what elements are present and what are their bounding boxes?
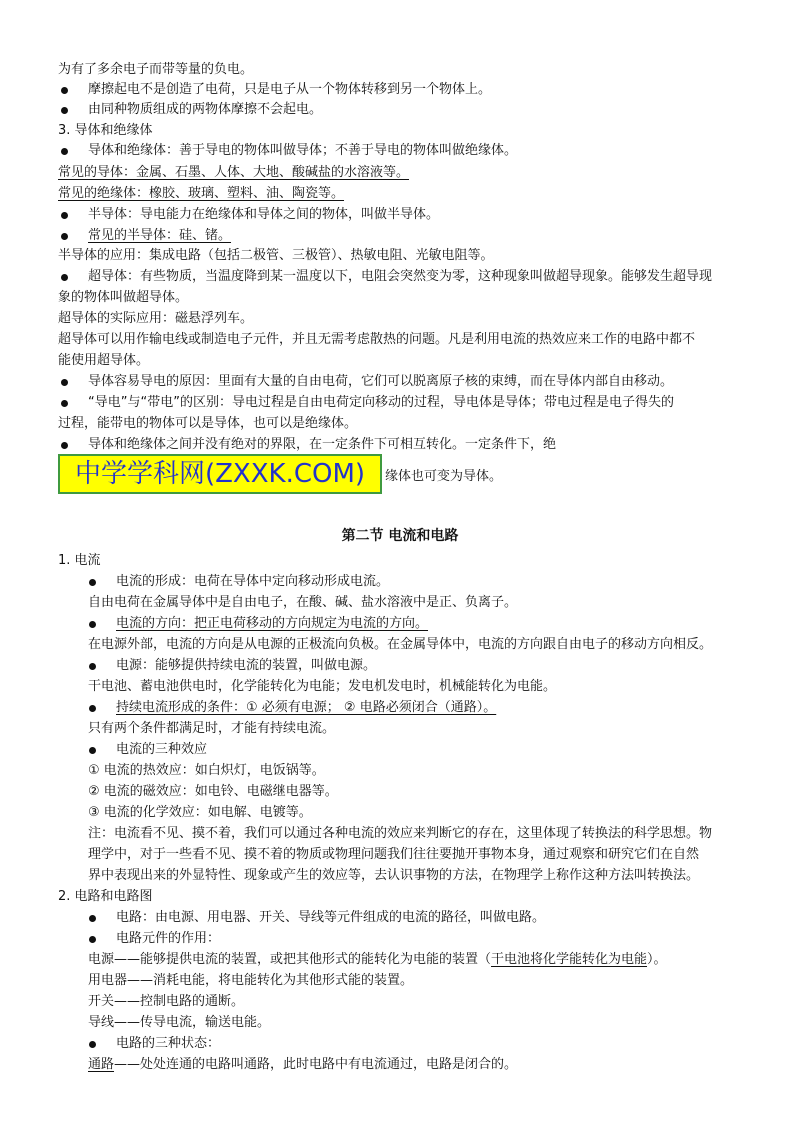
text-line: 干电池、蓄电池供电时，化学能转化为电能；发电机发电时，机械能转化为电能。	[88, 679, 557, 694]
text-line: 理学中，对于一些看不见、摸不着的物质或物理问题我们往往要抛开事物本身，通过观察和研究它们在自然	[88, 847, 700, 862]
text-line: 缘体也可变为导体。	[385, 469, 503, 484]
text-line: 注：电流看不见、摸不着，我们可以通过各种电流的效应来判断它的存在，这里体现了转换法的科学思想。物	[88, 826, 713, 841]
text-line: 常见的半导体：硅、锗。	[88, 228, 232, 243]
text-line: 只有两个条件都满足时，才能有持续电流。	[88, 721, 336, 736]
subheading: 3. 导体和绝缘体	[58, 123, 153, 138]
text-segment-underlined: 干电池将化学能转化为电能	[491, 952, 648, 967]
text-line: 超导体的实际应用：磁悬浮列车。	[58, 311, 254, 326]
section-title: 第二节 电流和电路	[341, 528, 459, 544]
text-line: ③ 电流的化学效应：如电解、电镀等。	[88, 805, 312, 820]
text-line: 开关——控制电路的通断。	[88, 994, 245, 1009]
bullet-icon	[89, 936, 96, 943]
text-segment: 电源——能够提供电流的装置，或把其他形式的能转化为电能的装置（	[88, 952, 492, 967]
bullet-icon	[61, 233, 68, 240]
text-segment-underlined: 通路	[88, 1057, 115, 1072]
text-line	[88, 951, 667, 970]
bullet-icon	[61, 87, 68, 94]
bullet-icon	[89, 663, 96, 670]
bullet-icon	[61, 400, 68, 407]
text-line: 摩擦起电不是创造了电荷，只是电子从一个物体转移到另一个物体上。	[88, 82, 492, 97]
text-line: 半导体的应用：集成电路（包括二极管、三极管）、热敏电阻、光敏电阻等。	[58, 248, 494, 263]
bullet-icon	[89, 915, 96, 922]
text-line: 超导体可以用作输电线或制造电子元件，并且无需考虑散热的问题。凡是利用电流的热效应来工作的电路中都不	[58, 332, 696, 347]
text-line: 象的物体叫做超导体。	[58, 290, 189, 305]
text-line: 能使用超导体。	[58, 353, 150, 368]
text-line: 在电源外部，电流的方向是从电源的正极流向负极。在金属导体中，电流的方向跟自由电子的移动方向相反。	[88, 637, 713, 652]
text-line: 导线——传导电流，输送电能。	[88, 1015, 271, 1030]
text-line: 为有了多余电子而带等量的负电。	[58, 62, 254, 77]
bullet-icon	[89, 705, 96, 712]
text-line: 电源：能够提供持续电流的装置，叫做电源。	[116, 658, 377, 673]
bullet-icon	[61, 379, 68, 386]
text-line: 电流的形成：电荷在导体中定向移动形成电流。	[116, 574, 390, 589]
bullet-icon	[61, 107, 68, 114]
text-line: 电流的方向：把正电荷移动的方向规定为电流的方向。	[116, 616, 429, 631]
text-line: 界中表现出来的外显特性、现象或产生的效应等，去认识事物的方法，在物理学上称作这种方法叫转换法。	[88, 868, 700, 883]
text-line: 超导体：有些物质，当温度降到某一温度以下，电阻会突然变为零，这种现象叫做超导现象。能够发生超导现	[88, 269, 713, 284]
text-line: ② 电流的磁效应：如电铃、电磁继电器等。	[88, 784, 338, 799]
bullet-icon	[89, 747, 96, 754]
text-line: 导体和绝缘体之间并没有绝对的界限，在一定条件下可相互转化。一定条件下，绝	[88, 437, 557, 452]
text-line: ① 电流的热效应：如白炽灯，电饭锅等。	[88, 763, 325, 778]
text-line: 电流的三种效应	[116, 742, 208, 757]
bullet-icon	[89, 579, 96, 586]
text-line: 常见的导体：金属、石墨、人体、大地、酸碱盐的水溶液等。	[58, 165, 410, 180]
text-line: 电路：由电源、用电器、开关、导线等元件组成的电流的路径，叫做电路。	[116, 910, 546, 925]
bullet-icon	[61, 212, 68, 219]
bullet-icon	[61, 274, 68, 281]
text-line: 导体和绝缘体：善于导电的物体叫做导体；不善于导电的物体叫做绝缘体。	[88, 143, 518, 158]
bullet-icon	[61, 442, 68, 449]
text-line: 半导体：导电能力在绝缘体和导体之间的物体，叫做半导体。	[88, 207, 440, 222]
bullet-icon	[89, 1041, 96, 1048]
text-line: 过程，能带电的物体可以是导体，也可以是绝缘体。	[58, 416, 358, 431]
text-line	[88, 1056, 517, 1075]
text-line: 导体容易导电的原因：里面有大量的自由电荷，它们可以脱离原子核的束缚，而在导体内部自由移动。	[88, 374, 674, 389]
text-line: “导电”与“带电”的区别：导电过程是自由电荷定向移动的过程，导电体是导体；带电过程是电子得失的	[88, 395, 674, 410]
text-line: 持续电流形成的条件：① 必须有电源； ② 电路必须闭合（通路）。	[116, 700, 497, 715]
subheading: 1. 电流	[58, 553, 101, 568]
text-line: 自由电荷在金属导体中是自由电子，在酸、碱、盐水溶液中是正、负离子。	[88, 595, 518, 610]
text-line: 由同种物质组成的两物体摩擦不会起电。	[88, 102, 323, 117]
text-segment: ——处处连通的电路叫通路，此时电路中有电流通过，电路是闭合的。	[114, 1057, 518, 1072]
text-line: 用电器——消耗电能，将电能转化为其他形式能的装置。	[88, 973, 414, 988]
watermark-logo: 中学学科网(ZXXK.COM)	[58, 454, 382, 494]
subheading: 2. 电路和电路图	[58, 889, 153, 904]
bullet-icon	[61, 148, 68, 155]
text-segment: ）。	[647, 952, 667, 967]
text-line: 常见的绝缘体：橡胶、玻璃、塑料、油、陶瓷等。	[58, 186, 345, 201]
text-line: 电路元件的作用：	[116, 931, 221, 946]
bullet-icon	[89, 621, 96, 628]
text-line: 电路的三种状态：	[116, 1036, 221, 1051]
